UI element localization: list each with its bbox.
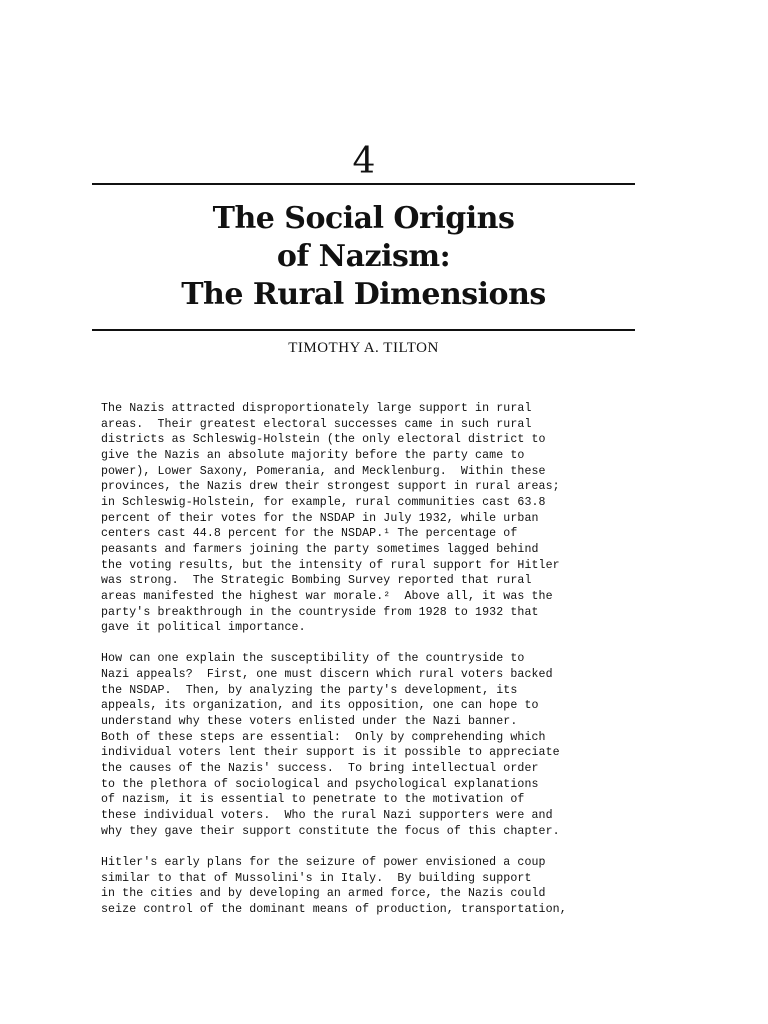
text-line: power), Lower Saxony, Pomerania, and Mecklenburg. Within these	[101, 464, 546, 478]
text-line: the voting results, but the intensity of rural support for Hitler	[101, 558, 560, 572]
text-line: individual voters lent their support is it possible to appreciate	[101, 746, 560, 760]
chapter-number: 4	[352, 141, 376, 182]
text-line: Nazi appeals? First, one must discern which rural voters backed	[101, 668, 553, 682]
text-line: gave it political importance.	[101, 621, 306, 635]
body-text	[101, 401, 641, 933]
top-rule	[92, 183, 635, 185]
body-paragraph	[101, 401, 641, 636]
text-line: why they gave their support constitute the focus of this chapter.	[101, 824, 560, 838]
body-paragraph	[101, 651, 641, 839]
text-line: in the cities and by developing an armed force, the Nazis could	[101, 887, 546, 901]
text-line: the causes of the Nazis' success. To bring intellectual order	[101, 762, 539, 776]
text-line: centers cast 44.8 percent for the NSDAP.¹ The percentage of	[101, 527, 518, 541]
text-line: seize control of the dominant means of production, transportation,	[101, 902, 567, 916]
text-line: similar to that of Mussolini's in Italy. By building support	[101, 871, 532, 885]
text-line: in Schleswig-Holstein, for example, rural communities cast 63.8	[101, 495, 546, 509]
text-line: districts as Schleswig-Holstein (the only electoral district to	[101, 433, 546, 447]
text-line: of nazism, it is essential to penetrate to the motivation of	[101, 793, 525, 807]
text-line: provinces, the Nazis drew their strongest support in rural areas;	[101, 480, 560, 494]
text-line: these individual voters. Who the rural Nazi supporters were and	[101, 809, 553, 823]
text-line: The Nazis attracted disproportionately large support in rural	[101, 402, 532, 415]
text-line: party's breakthrough in the countryside from 1928 to 1932 that	[101, 605, 539, 619]
body-paragraph	[101, 855, 641, 918]
text-line: percent of their votes for the NSDAP in July 1932, while urban	[101, 511, 539, 525]
text-line: to the plethora of sociological and psychological explanations	[101, 777, 539, 791]
text-line: How can one explain the susceptibility of the countryside to	[101, 652, 525, 666]
text-line: peasants and farmers joining the party sometimes lagged behind	[101, 542, 539, 556]
text-line: Hitler's early plans for the seizure of power envisioned a coup	[101, 856, 546, 869]
text-line: appeals, its organization, and its opposition, one can hope to	[101, 699, 539, 713]
text-line: give the Nazis an absolute majority before the party came to	[101, 448, 525, 462]
chapter-title	[92, 200, 635, 314]
text-line: the NSDAP. Then, by analyzing the party's development, its	[101, 683, 518, 697]
text-line: areas. Their greatest electoral successes came in such rural	[101, 417, 532, 431]
chapter-title-line: of Nazism:	[276, 239, 451, 274]
bottom-rule	[92, 329, 635, 331]
text-line: Both of these steps are essential: Only by comprehending which	[101, 730, 546, 744]
chapter-title-line: The Rural Dimensions	[181, 277, 546, 312]
author-name: TIMOTHY A. TILTON	[288, 340, 439, 356]
chapter-title-line: The Social Origins	[212, 201, 515, 236]
text-line: understand why these voters enlisted under the Nazi banner.	[101, 715, 518, 729]
text-line: areas manifested the highest war morale.² Above all, it was the	[101, 589, 553, 603]
text-line: was strong. The Strategic Bombing Survey reported that rural	[101, 574, 532, 588]
